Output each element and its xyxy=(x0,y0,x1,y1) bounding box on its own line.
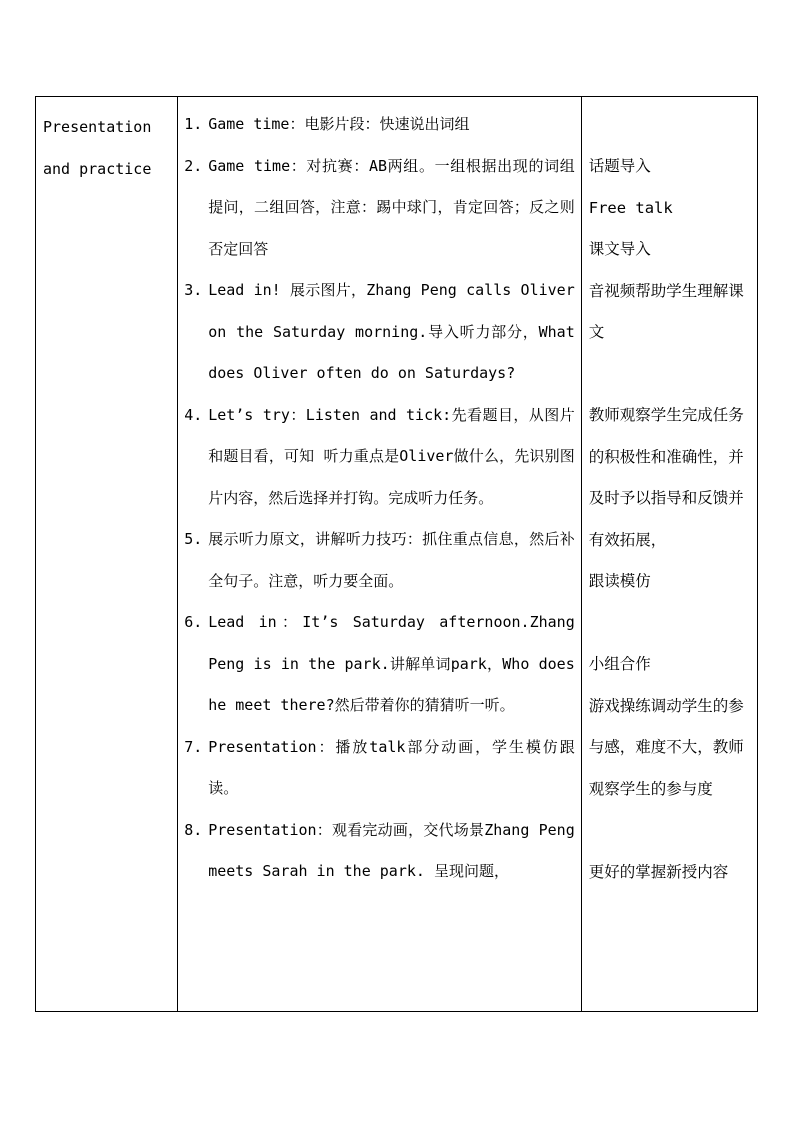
note-game-practice: 游戏操练调动学生的参与感，难度不大，教师观察学生的参与度 xyxy=(588,696,744,798)
step-item-5 xyxy=(184,519,575,602)
step-item-3 xyxy=(184,270,575,395)
step-number: 5. xyxy=(184,530,203,548)
steps-cell xyxy=(178,97,582,1012)
lesson-plan-table xyxy=(35,96,758,1012)
step-item-2 xyxy=(184,146,575,271)
step-text: 展示听力原文，讲解听力技巧：抓住重点信息，然后补全句子。注意，听力要全面。 xyxy=(208,530,575,590)
step-item-6 xyxy=(184,602,575,727)
step-number: 3. xyxy=(184,281,203,299)
note-av-help: 音视频帮助学生理解课文 xyxy=(588,281,744,341)
step-text: Lead in! 展示图片，Zhang Peng calls Oliver on the Saturday morning.导入听力部分，What does Oliver often do on Saturdays? xyxy=(208,281,575,382)
note-teacher-observe: 教师观察学生完成任务的积极性和准确性，并及时予以指导和反馈并有效拓展， xyxy=(588,406,744,549)
step-text: Presentation：播放talk部分动画，学生模仿跟读。 xyxy=(208,737,575,797)
table-row xyxy=(36,97,758,1012)
step-number: 1. xyxy=(184,115,203,133)
note-text-intro: 课文导入 xyxy=(588,240,651,258)
note-read-along: 跟读模仿 xyxy=(588,572,651,590)
note-free-talk: Free talk xyxy=(588,198,673,217)
step-text: Let’s try：Listen and tick:先看题目，从图片和题目看，可知 听力重点是Oliver做什么，先识别图片内容，然后选择并打钩。完成听力任务。 xyxy=(208,405,575,507)
stage-cell xyxy=(36,97,178,1012)
step-number: 8. xyxy=(184,820,203,839)
step-item-1 xyxy=(184,104,575,146)
step-number: 2. xyxy=(184,156,203,175)
stage-label-line-2: and practice xyxy=(43,160,152,178)
step-item-7 xyxy=(184,727,575,810)
step-text: Lead in：It’s Saturday afternoon.Zhang Peng is in the park.讲解单词park，Who does he meet there?然后带着你的猜猜听一听。 xyxy=(208,613,575,714)
step-number: 6. xyxy=(184,613,203,631)
stage-label-line-1: Presentation xyxy=(43,118,152,136)
notes-cell xyxy=(581,97,757,1012)
step-number: 4. xyxy=(184,405,203,424)
note-topic-intro: 话题导入 xyxy=(588,157,651,175)
note-master-content: 更好的掌握新授内容 xyxy=(588,862,729,881)
step-text: Game time：电影片段：快速说出词组 xyxy=(208,115,470,133)
note-group-work: 小组合作 xyxy=(588,655,651,673)
step-item-8 xyxy=(184,810,575,893)
steps-list xyxy=(178,97,581,893)
step-item-4 xyxy=(184,395,575,520)
step-number: 7. xyxy=(184,737,203,756)
step-text: Presentation：观看完动画，交代场景Zhang Peng meets Sarah in the park. 呈现问题， xyxy=(208,820,575,880)
step-text: Game time：对抗赛：AB两组。一组根据出现的词组提问，二组回答，注意：踢中球门，肯定回答；反之则否定回答 xyxy=(208,156,575,258)
